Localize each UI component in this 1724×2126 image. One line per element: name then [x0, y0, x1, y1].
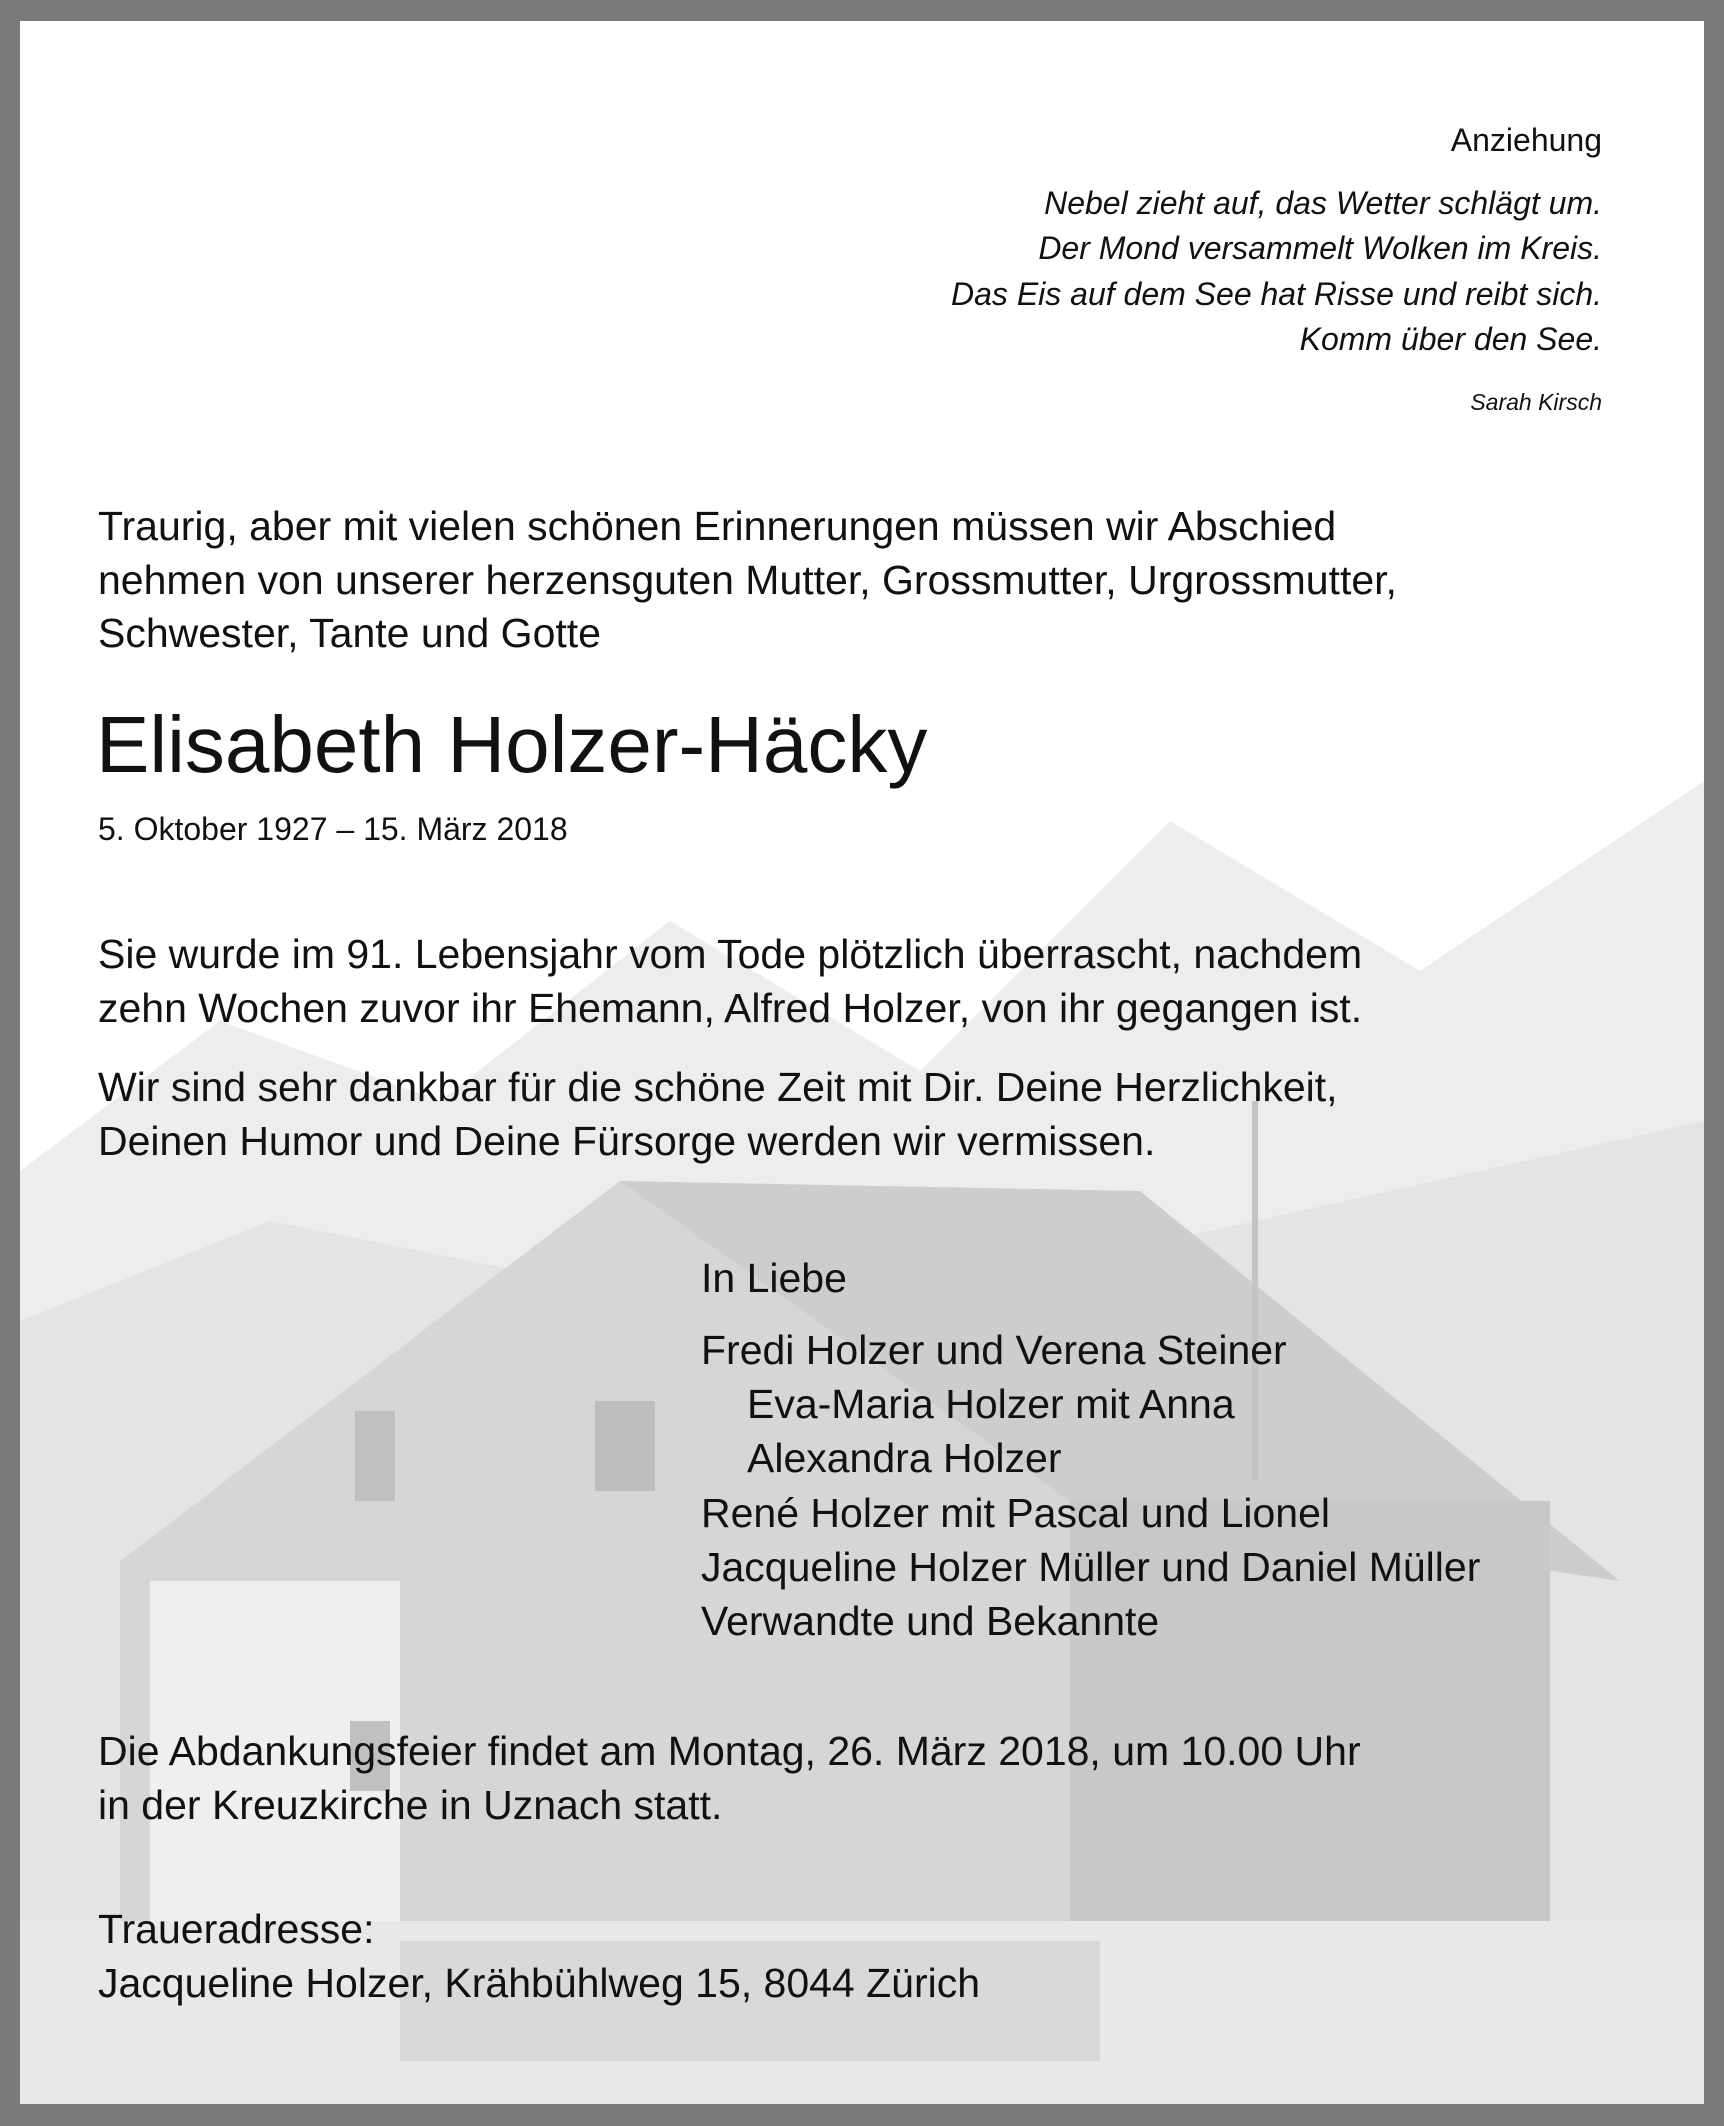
- intro-line: Schwester, Tante und Gotte: [98, 610, 601, 656]
- poem-line: Das Eis auf dem See hat Risse und reibt sich.: [951, 276, 1602, 312]
- deceased-dates: 5. Oktober 1927 – 15. März 2018: [98, 811, 568, 847]
- family-member: René Holzer mit Pascal und Lionel: [701, 1490, 1330, 1536]
- poem-title: Anziehung: [1450, 122, 1602, 158]
- family-heading: In Liebe: [701, 1255, 847, 1301]
- paragraph-line: zehn Wochen zuvor ihr Ehemann, Alfred Holzer, von ihr gegangen ist.: [98, 985, 1363, 1031]
- family-member: Eva-Maria Holzer mit Anna: [747, 1381, 1235, 1427]
- poem-line: Komm über den See.: [1299, 321, 1602, 357]
- address-label: Traueradresse:: [98, 1906, 375, 1952]
- paragraph-line: Wir sind sehr dankbar für die schöne Zeit mit Dir. Deine Herzlichkeit,: [98, 1064, 1338, 1110]
- deceased-name: Elisabeth Holzer-Häcky: [96, 700, 928, 789]
- family-member: Jacqueline Holzer Müller und Daniel Müller: [701, 1544, 1481, 1590]
- obituary-page: [20, 21, 1704, 2104]
- ceremony-line: in der Kreuzkirche in Uznach statt.: [98, 1782, 723, 1828]
- family-member: Verwandte und Bekannte: [701, 1598, 1160, 1644]
- poem-line: Der Mond versammelt Wolken im Kreis.: [1038, 230, 1602, 266]
- paragraph-line: Sie wurde im 91. Lebensjahr vom Tode plötzlich überrascht, nachdem: [98, 931, 1363, 977]
- poem-author: Sarah Kirsch: [1470, 389, 1602, 415]
- family-member: Alexandra Holzer: [747, 1435, 1062, 1481]
- intro-line: Traurig, aber mit vielen schönen Erinnerungen müssen wir Abschied: [98, 503, 1337, 549]
- ceremony-line: Die Abdankungsfeier findet am Montag, 26. März 2018, um 10.00 Uhr: [98, 1728, 1361, 1774]
- paragraph-line: Deinen Humor und Deine Fürsorge werden wir vermissen.: [98, 1118, 1156, 1164]
- family-member: Fredi Holzer und Verena Steiner: [701, 1327, 1287, 1373]
- intro-line: nehmen von unserer herzensguten Mutter, Grossmutter, Urgrossmutter,: [98, 557, 1397, 603]
- poem-line: Nebel zieht auf, das Wetter schlägt um.: [1044, 185, 1602, 221]
- address-value: Jacqueline Holzer, Krähbühlweg 15, 8044 Zürich: [98, 1960, 981, 2006]
